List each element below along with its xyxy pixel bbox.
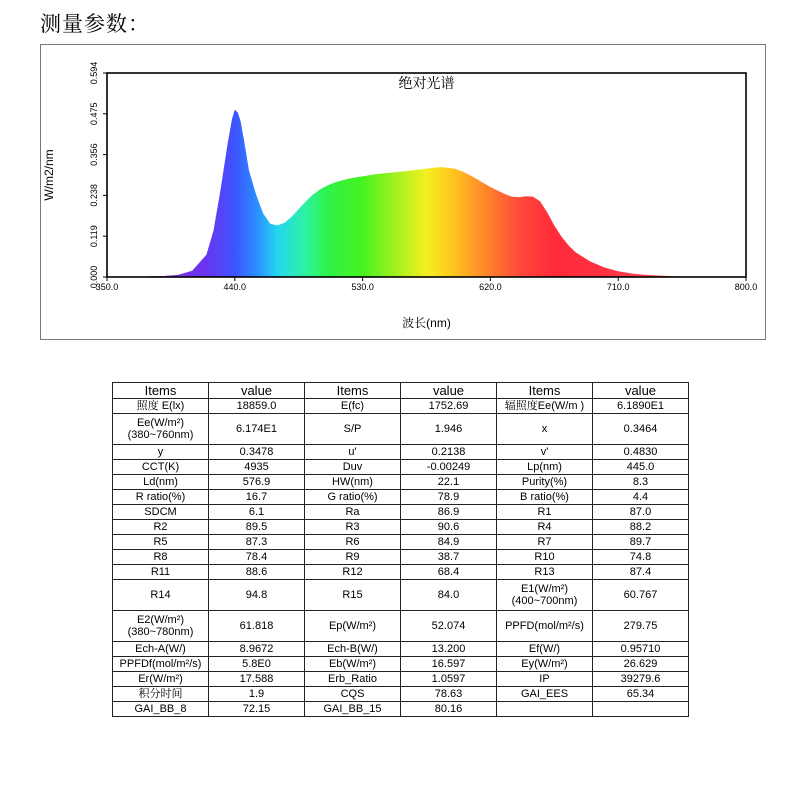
y-tick-label: 0.119: [89, 225, 99, 248]
table-row: [113, 580, 689, 611]
table-cell-value: 0.4830: [593, 445, 689, 460]
table-cell-value: 4935: [209, 460, 305, 475]
table-row: [113, 687, 689, 702]
table-cell-item: Ech-B(W/): [305, 642, 401, 657]
table-cell-item: R ratio(%): [113, 490, 209, 505]
table-cell-value: 8.3: [593, 475, 689, 490]
table-cell-item: R10: [497, 550, 593, 565]
table-cell-item: R12: [305, 565, 401, 580]
table-cell-item: Ep(W/m²): [305, 611, 401, 642]
table-cell-item: S/P: [305, 414, 401, 445]
table-cell-item: R7: [497, 535, 593, 550]
table-cell-value: 39279.6: [593, 672, 689, 687]
table-cell-value: 0.3478: [209, 445, 305, 460]
table-cell-value: 6.174E1: [209, 414, 305, 445]
table-cell-value: 78.63: [401, 687, 497, 702]
table-cell-item: B ratio(%): [497, 490, 593, 505]
table-cell-value: 279.75: [593, 611, 689, 642]
table-cell-value: 13.200: [401, 642, 497, 657]
table-cell-value: 88.6: [209, 565, 305, 580]
table-cell-item: Ey(W/m²): [497, 657, 593, 672]
table-cell-item: CQS: [305, 687, 401, 702]
table-cell-value: 78.9: [401, 490, 497, 505]
table-row: [113, 535, 689, 550]
table-row: [113, 505, 689, 520]
table-cell-value: 84.0: [401, 580, 497, 611]
table-cell-value: 52.074: [401, 611, 497, 642]
table-row: [113, 490, 689, 505]
table-cell-value: 72.15: [209, 702, 305, 717]
table-cell-value: 60.767: [593, 580, 689, 611]
table-cell-item: Erb_Ratio: [305, 672, 401, 687]
x-tick-label: 710.0: [606, 282, 630, 292]
table-cell-item: E(fc): [305, 399, 401, 414]
table-cell-value: 26.629: [593, 657, 689, 672]
table-cell-item: GAI_BB_15: [305, 702, 401, 717]
table-cell-item: Ld(nm): [113, 475, 209, 490]
table-cell-item: [497, 702, 593, 717]
table-row: [113, 399, 689, 414]
x-tick-label: 620.0: [479, 282, 502, 292]
table-cell-value: value: [209, 383, 305, 399]
table-cell-value: value: [593, 383, 689, 399]
table-cell-item: R13: [497, 565, 593, 580]
table-cell-item: R5: [113, 535, 209, 550]
table-cell-value: 89.5: [209, 520, 305, 535]
table-cell-value: 94.8: [209, 580, 305, 611]
spectrum-area: [150, 110, 718, 277]
table-cell-value: 0.2138: [401, 445, 497, 460]
table-row: [113, 475, 689, 490]
table-cell-item: u': [305, 445, 401, 460]
table-cell-value: 84.9: [401, 535, 497, 550]
y-tick-label: 0.594: [89, 61, 99, 85]
table-cell-value: 68.4: [401, 565, 497, 580]
table-cell-value: 1752.69: [401, 399, 497, 414]
table-cell-item: GAI_EES: [497, 687, 593, 702]
table-cell-item: Ech-A(W/): [113, 642, 209, 657]
table-cell-value: 8.9672: [209, 642, 305, 657]
table-cell-value: 445.0: [593, 460, 689, 475]
x-tick-label: 800.0: [734, 282, 758, 292]
table-cell-item: Ra: [305, 505, 401, 520]
table-cell-item: Eb(W/m²): [305, 657, 401, 672]
table-cell-value: 1.0597: [401, 672, 497, 687]
table-cell-value: 74.8: [593, 550, 689, 565]
table-cell-item: R14: [113, 580, 209, 611]
table-cell-item: Purity(%): [497, 475, 593, 490]
table-cell-value: 86.9: [401, 505, 497, 520]
table-cell-value: 80.16: [401, 702, 497, 717]
parameter-table: [112, 382, 689, 717]
spectrum-svg: [41, 45, 767, 341]
table-cell-item: v': [497, 445, 593, 460]
table-cell-item: Duv: [305, 460, 401, 475]
table-cell-item: Er(W/m²): [113, 672, 209, 687]
table-cell-item: R2: [113, 520, 209, 535]
table-cell-value: 87.0: [593, 505, 689, 520]
table-row: [113, 445, 689, 460]
table-cell-item: PPFDf(mol/m²/s): [113, 657, 209, 672]
page-heading: 测量参数：: [40, 12, 150, 36]
table-cell-value: 88.2: [593, 520, 689, 535]
table-cell-item: HW(nm): [305, 475, 401, 490]
table-row: [113, 414, 689, 445]
table-row: [113, 702, 689, 717]
x-axis-label: 波长(nm): [402, 316, 451, 330]
table-cell-value: 18859.0: [209, 399, 305, 414]
table-cell-item: R15: [305, 580, 401, 611]
table-cell-value: 6.1890E1: [593, 399, 689, 414]
table-cell-item: Ee(W/m²)(380~760nm): [113, 414, 209, 445]
table-cell-item: IP: [497, 672, 593, 687]
table-cell-value: 87.4: [593, 565, 689, 580]
table-cell-item: CCT(K): [113, 460, 209, 475]
table-cell-item: Items: [305, 383, 401, 399]
table-cell-item: R6: [305, 535, 401, 550]
table-row: [113, 611, 689, 642]
table-cell-value: 16.7: [209, 490, 305, 505]
table-cell-item: Lp(nm): [497, 460, 593, 475]
table-cell-item: PPFD(mol/m²/s): [497, 611, 593, 642]
y-tick-label: 0.356: [89, 143, 99, 166]
y-tick-label: 0.238: [89, 184, 99, 207]
table-cell-item: SDCM: [113, 505, 209, 520]
table-cell-value: 0.3464: [593, 414, 689, 445]
table-cell-item: x: [497, 414, 593, 445]
table-cell-value: 87.3: [209, 535, 305, 550]
table-row: [113, 642, 689, 657]
table-cell-value: 38.7: [401, 550, 497, 565]
x-tick-label: 350.0: [95, 282, 119, 292]
table-cell-item: G ratio(%): [305, 490, 401, 505]
table-cell-item: R4: [497, 520, 593, 535]
table-cell-value: 89.7: [593, 535, 689, 550]
table-cell-item: R8: [113, 550, 209, 565]
table-cell-value: 576.9: [209, 475, 305, 490]
table-cell-item: R11: [113, 565, 209, 580]
table-cell-value: 78.4: [209, 550, 305, 565]
table-cell-item: 积分时间: [113, 687, 209, 702]
table-cell-item: GAI_BB_8: [113, 702, 209, 717]
table-row: [113, 672, 689, 687]
table-row: [113, 460, 689, 475]
table-cell-item: E1(W/m²)(400~700nm): [497, 580, 593, 611]
table-cell-item: Items: [113, 383, 209, 399]
table-cell-value: 61.818: [209, 611, 305, 642]
table-cell-value: 17.588: [209, 672, 305, 687]
table-cell-value: 6.1: [209, 505, 305, 520]
table-cell-value: 1.946: [401, 414, 497, 445]
table-row: [113, 565, 689, 580]
table-cell-item: R1: [497, 505, 593, 520]
table-cell-value: 16.597: [401, 657, 497, 672]
table-cell-value: value: [401, 383, 497, 399]
table-cell-item: R9: [305, 550, 401, 565]
y-tick-label: 0.000: [89, 265, 99, 289]
table-cell-value: 0.95710: [593, 642, 689, 657]
chart-title: 绝对光谱: [398, 75, 455, 91]
table-cell-item: Items: [497, 383, 593, 399]
table-cell-item: 辐照度Ee(W/m ): [497, 399, 593, 414]
table-cell-value: [593, 702, 689, 717]
table-header-row: [113, 383, 689, 399]
table-cell-value: -0.00249: [401, 460, 497, 475]
table-cell-value: 22.1: [401, 475, 497, 490]
table-cell-item: Ef(W/): [497, 642, 593, 657]
table-row: [113, 520, 689, 535]
table-cell-value: 65.34: [593, 687, 689, 702]
table-row: [113, 550, 689, 565]
y-axis-label: W/m2/nm: [42, 149, 56, 201]
table-cell-item: 照度 E(lx): [113, 399, 209, 414]
y-tick-label: 0.475: [89, 102, 99, 126]
table-row: [113, 657, 689, 672]
x-tick-label: 530.0: [351, 282, 374, 292]
table-cell-value: 5.8E0: [209, 657, 305, 672]
table-cell-item: R3: [305, 520, 401, 535]
spectrum-chart: [40, 44, 766, 340]
table-cell-item: E2(W/m²)(380~780nm): [113, 611, 209, 642]
table-cell-item: y: [113, 445, 209, 460]
table-cell-value: 90.6: [401, 520, 497, 535]
table-cell-value: 4.4: [593, 490, 689, 505]
x-tick-label: 440.0: [223, 282, 247, 292]
table-cell-value: 1.9: [209, 687, 305, 702]
